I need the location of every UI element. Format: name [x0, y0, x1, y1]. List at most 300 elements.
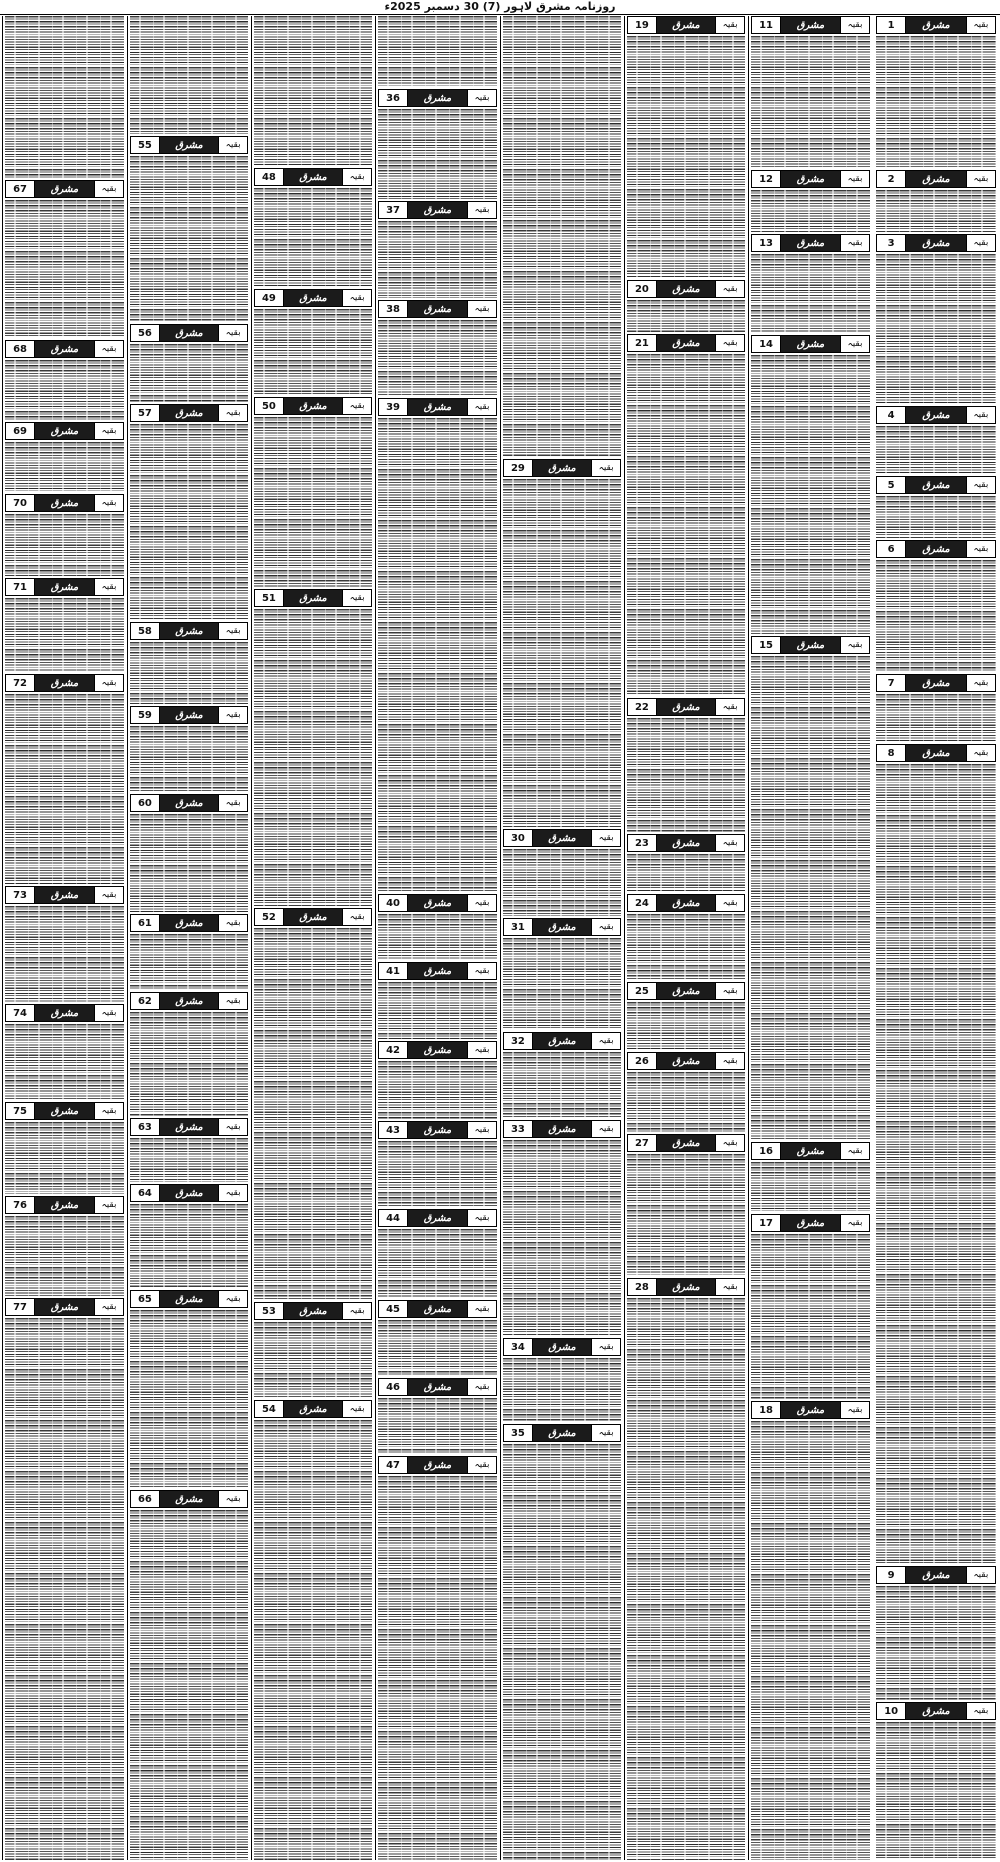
continuation-number: 52: [255, 909, 284, 925]
continuation-number: 63: [131, 1119, 160, 1135]
masthead-logo: مشرق: [408, 90, 467, 106]
continuation-number: 35: [504, 1425, 533, 1441]
continuation-box[interactable]: [378, 201, 497, 219]
article-text: [5, 1024, 124, 1100]
masthead-logo: مشرق: [35, 579, 94, 595]
masthead-logo: مشرق: [906, 17, 965, 33]
continuation-label: بقیہ: [467, 90, 496, 106]
article-text: [130, 344, 248, 402]
masthead-logo: مشرق: [35, 341, 94, 357]
masthead-logo: مشرق: [284, 1303, 342, 1319]
continuation-label: بقیہ: [467, 895, 496, 911]
continuation-box[interactable]: [378, 1456, 497, 1474]
text-column: [500, 16, 623, 1860]
text-column: [251, 16, 374, 1860]
continuation-label: بقیہ: [840, 637, 869, 653]
masthead-logo: مشرق: [781, 235, 840, 251]
continuation-label: بقیہ: [94, 1197, 123, 1213]
continuation-number: 32: [504, 1033, 533, 1049]
masthead-logo: مشرق: [781, 336, 840, 352]
continuation-box[interactable]: [5, 674, 124, 692]
masthead-logo: مشرق: [906, 235, 965, 251]
continuation-box[interactable]: [503, 1032, 621, 1050]
newspaper-page: [2, 16, 998, 1860]
article-text: [130, 1510, 248, 1860]
article-text: [876, 1586, 996, 1700]
masthead-logo: مشرق: [284, 909, 342, 925]
continuation-box[interactable]: [254, 908, 372, 926]
continuation-box[interactable]: [5, 422, 124, 440]
masthead-logo: مشرق: [284, 398, 342, 414]
masthead-logo: مشرق: [906, 745, 965, 761]
article-text: [130, 1138, 248, 1182]
masthead-logo: مشرق: [408, 895, 467, 911]
continuation-box[interactable]: [254, 289, 372, 307]
masthead-logo: مشرق: [408, 1122, 467, 1138]
continuation-box[interactable]: [503, 829, 621, 847]
continuation-label: بقیہ: [218, 1491, 247, 1507]
continuation-box[interactable]: [254, 1400, 372, 1418]
continuation-box[interactable]: [130, 136, 248, 154]
continuation-label: بقیہ: [715, 335, 744, 351]
continuation-box[interactable]: [5, 494, 124, 512]
continuation-box[interactable]: [378, 894, 497, 912]
continuation-label: بقیہ: [218, 137, 247, 153]
article-text: [130, 156, 248, 322]
continuation-box[interactable]: [876, 16, 996, 34]
continuation-number: 2: [877, 171, 906, 187]
continuation-number: 22: [628, 699, 657, 715]
continuation-number: 64: [131, 1185, 160, 1201]
article-text: [254, 928, 372, 1300]
article-text: [254, 417, 372, 587]
continuation-label: بقیہ: [591, 1339, 620, 1355]
continuation-box[interactable]: [5, 1102, 124, 1120]
masthead-logo: مشرق: [408, 1457, 467, 1473]
continuation-label: بقیہ: [94, 423, 123, 439]
continuation-number: 39: [379, 399, 408, 415]
article-text: [751, 190, 870, 232]
continuation-box[interactable]: [378, 1300, 497, 1318]
continuation-number: 40: [379, 895, 408, 911]
masthead-logo: مشرق: [781, 171, 840, 187]
continuation-number: 13: [752, 235, 781, 251]
continuation-box[interactable]: [130, 992, 248, 1010]
continuation-label: بقیہ: [966, 171, 995, 187]
continuation-box[interactable]: [254, 397, 372, 415]
masthead-logo: مشرق: [906, 541, 965, 557]
continuation-box[interactable]: [627, 1052, 745, 1070]
continuation-box[interactable]: [130, 1490, 248, 1508]
continuation-box[interactable]: [130, 622, 248, 640]
continuation-box[interactable]: [378, 1378, 497, 1396]
text-column: [127, 16, 250, 1860]
masthead-logo: مشرق: [160, 915, 218, 931]
continuation-number: 43: [379, 1122, 408, 1138]
article-text: [130, 1204, 248, 1288]
masthead-logo: مشرق: [284, 169, 342, 185]
masthead-logo: مشرق: [284, 1401, 342, 1417]
continuation-box[interactable]: [130, 1184, 248, 1202]
article-text: [627, 354, 745, 696]
continuation-number: 55: [131, 137, 160, 153]
continuation-number: 9: [877, 1567, 906, 1583]
masthead-logo: مشرق: [657, 335, 715, 351]
article-text: [751, 36, 870, 168]
continuation-box[interactable]: [5, 340, 124, 358]
continuation-number: 70: [6, 495, 35, 511]
continuation-label: بقیہ: [591, 1033, 620, 1049]
masthead-logo: مشرق: [35, 1299, 94, 1315]
masthead-logo: مشرق: [657, 699, 715, 715]
article-text: [378, 982, 497, 1039]
continuation-number: 7: [877, 675, 906, 691]
continuation-box[interactable]: [5, 578, 124, 596]
continuation-label: بقیہ: [966, 17, 995, 33]
continuation-box[interactable]: [254, 589, 372, 607]
article-text: [503, 1052, 621, 1118]
masthead-logo: مشرق: [781, 1402, 840, 1418]
masthead-logo: مشرق: [408, 1042, 467, 1058]
continuation-label: بقیہ: [966, 477, 995, 493]
continuation-number: 74: [6, 1005, 35, 1021]
continuation-box[interactable]: [503, 459, 621, 477]
article-text: [5, 200, 124, 338]
continuation-number: 60: [131, 795, 160, 811]
article-text: [130, 726, 248, 792]
continuation-number: 14: [752, 336, 781, 352]
continuation-box[interactable]: [876, 234, 996, 252]
article-text: [876, 426, 996, 474]
masthead-logo: مشرق: [657, 17, 715, 33]
continuation-number: 44: [379, 1210, 408, 1226]
article-text: [378, 109, 497, 199]
continuation-label: بقیہ: [218, 1291, 247, 1307]
continuation-number: 56: [131, 325, 160, 341]
article-text: [503, 938, 621, 1030]
continuation-number: 73: [6, 887, 35, 903]
continuation-box[interactable]: [5, 180, 124, 198]
continuation-label: بقیہ: [94, 181, 123, 197]
article-text: [503, 1358, 621, 1422]
continuation-box[interactable]: [627, 894, 745, 912]
continuation-box[interactable]: [627, 982, 745, 1000]
masthead-logo: مشرق: [657, 1135, 715, 1151]
continuation-label: بقیہ: [218, 325, 247, 341]
continuation-label: بقیہ: [467, 1042, 496, 1058]
continuation-label: بقیہ: [591, 460, 620, 476]
article-text: [876, 560, 996, 672]
continuation-box[interactable]: [876, 476, 996, 494]
continuation-number: 11: [752, 17, 781, 33]
article-text: [876, 496, 996, 538]
continuation-box[interactable]: [751, 170, 870, 188]
continuation-box[interactable]: [876, 1566, 996, 1584]
continuation-box[interactable]: [751, 1401, 870, 1419]
continuation-box[interactable]: [5, 1196, 124, 1214]
continuation-number: 25: [628, 983, 657, 999]
continuation-number: 53: [255, 1303, 284, 1319]
continuation-box[interactable]: [5, 1298, 124, 1316]
article-text: [130, 1012, 248, 1116]
continuation-box[interactable]: [627, 1134, 745, 1152]
masthead-logo: مشرق: [408, 202, 467, 218]
continuation-label: بقیہ: [966, 541, 995, 557]
continuation-number: 65: [131, 1291, 160, 1307]
continuation-label: بقیہ: [94, 887, 123, 903]
header-title: روزنامہ مشرق لاہور (7) 30 دسمبر 2025ء: [384, 0, 616, 13]
masthead-logo: مشرق: [533, 1121, 591, 1137]
text-column: [2, 16, 126, 1860]
continuation-box[interactable]: [503, 1338, 621, 1356]
continuation-box[interactable]: [876, 170, 996, 188]
article-text: [5, 598, 124, 672]
masthead-logo: مشرق: [160, 137, 218, 153]
article-text: [5, 442, 124, 492]
masthead-logo: مشرق: [657, 983, 715, 999]
continuation-box[interactable]: [378, 1121, 497, 1139]
continuation-number: 76: [6, 1197, 35, 1213]
continuation-box[interactable]: [378, 89, 497, 107]
continuation-box[interactable]: [751, 16, 870, 34]
continuation-box[interactable]: [130, 324, 248, 342]
continuation-box[interactable]: [627, 834, 745, 852]
continuation-label: بقیہ: [94, 495, 123, 511]
article-text: [130, 1310, 248, 1488]
article-text: [627, 854, 745, 892]
continuation-label: بقیہ: [342, 909, 371, 925]
continuation-box[interactable]: [751, 636, 870, 654]
masthead-logo: مشرق: [160, 1119, 218, 1135]
masthead-logo: مشرق: [160, 795, 218, 811]
continuation-label: بقیہ: [715, 1053, 744, 1069]
article-text: [751, 656, 870, 1140]
article-text: [751, 1162, 870, 1212]
continuation-label: بقیہ: [591, 919, 620, 935]
masthead-logo: مشرق: [35, 1103, 94, 1119]
continuation-label: بقیہ: [218, 623, 247, 639]
continuation-label: بقیہ: [715, 835, 744, 851]
continuation-number: 41: [379, 963, 408, 979]
continuation-box[interactable]: [130, 914, 248, 932]
continuation-number: 68: [6, 341, 35, 357]
continuation-label: بقیہ: [94, 1299, 123, 1315]
article-text: [503, 16, 621, 457]
article-text: [254, 1322, 372, 1398]
continuation-label: بقیہ: [715, 1279, 744, 1295]
continuation-box[interactable]: [378, 1041, 497, 1059]
continuation-label: بقیہ: [342, 1401, 371, 1417]
article-text: [378, 221, 497, 298]
masthead-logo: مشرق: [781, 637, 840, 653]
continuation-box[interactable]: [876, 744, 996, 762]
article-text: [627, 1002, 745, 1050]
continuation-number: 45: [379, 1301, 408, 1317]
continuation-label: بقیہ: [591, 1121, 620, 1137]
masthead-logo: مشرق: [657, 835, 715, 851]
continuation-label: بقیہ: [467, 963, 496, 979]
article-text: [130, 424, 248, 620]
continuation-label: بقیہ: [218, 1185, 247, 1201]
continuation-label: بقیہ: [840, 1402, 869, 1418]
article-text: [876, 764, 996, 1564]
continuation-label: بقیہ: [467, 1210, 496, 1226]
article-text: [254, 188, 372, 287]
continuation-box[interactable]: [876, 674, 996, 692]
continuation-box[interactable]: [627, 16, 745, 34]
continuation-box[interactable]: [503, 1120, 621, 1138]
continuation-box[interactable]: [130, 794, 248, 812]
continuation-box[interactable]: [5, 886, 124, 904]
masthead-logo: مشرق: [657, 1053, 715, 1069]
continuation-number: 69: [6, 423, 35, 439]
masthead-logo: مشرق: [906, 477, 965, 493]
continuation-label: بقیہ: [342, 590, 371, 606]
continuation-box[interactable]: [503, 1424, 621, 1442]
masthead-logo: مشرق: [533, 1033, 591, 1049]
article-text: [5, 1216, 124, 1296]
continuation-label: بقیہ: [966, 675, 995, 691]
article-text: [378, 320, 497, 396]
continuation-number: 34: [504, 1339, 533, 1355]
article-text: [5, 16, 124, 178]
masthead-logo: مشرق: [35, 181, 94, 197]
article-text: [130, 16, 248, 134]
continuation-box[interactable]: [876, 1702, 996, 1720]
continuation-box[interactable]: [130, 706, 248, 724]
continuation-number: 10: [877, 1703, 906, 1719]
continuation-number: 50: [255, 398, 284, 414]
continuation-number: 59: [131, 707, 160, 723]
text-column: [375, 16, 499, 1860]
masthead-logo: مشرق: [533, 830, 591, 846]
masthead-logo: مشرق: [35, 675, 94, 691]
article-text: [503, 1444, 621, 1860]
continuation-box[interactable]: [503, 918, 621, 936]
article-text: [503, 1140, 621, 1336]
masthead-logo: مشرق: [657, 1279, 715, 1295]
masthead-logo: مشرق: [408, 1379, 467, 1395]
article-text: [5, 694, 124, 884]
continuation-label: بقیہ: [467, 1301, 496, 1317]
continuation-box[interactable]: [5, 1004, 124, 1022]
continuation-number: 26: [628, 1053, 657, 1069]
masthead-logo: مشرق: [657, 895, 715, 911]
continuation-box[interactable]: [378, 398, 497, 416]
continuation-box[interactable]: [254, 1302, 372, 1320]
masthead-logo: مشرق: [35, 495, 94, 511]
continuation-box[interactable]: [751, 1142, 870, 1160]
continuation-label: بقیہ: [218, 707, 247, 723]
continuation-label: بقیہ: [715, 699, 744, 715]
masthead-logo: مشرق: [533, 919, 591, 935]
masthead-logo: مشرق: [160, 993, 218, 1009]
article-text: [751, 355, 870, 634]
continuation-box[interactable]: [130, 404, 248, 422]
continuation-number: 19: [628, 17, 657, 33]
continuation-box[interactable]: [378, 962, 497, 980]
masthead-logo: مشرق: [160, 623, 218, 639]
article-text: [378, 914, 497, 960]
article-text: [378, 1398, 497, 1454]
masthead-logo: مشرق: [906, 1703, 965, 1719]
article-text: [130, 814, 248, 912]
continuation-number: 58: [131, 623, 160, 639]
continuation-number: 67: [6, 181, 35, 197]
continuation-number: 33: [504, 1121, 533, 1137]
continuation-box[interactable]: [254, 168, 372, 186]
continuation-box[interactable]: [627, 280, 745, 298]
article-text: [751, 1234, 870, 1399]
continuation-label: بقیہ: [342, 398, 371, 414]
continuation-number: 62: [131, 993, 160, 1009]
continuation-number: 48: [255, 169, 284, 185]
continuation-label: بقیہ: [94, 341, 123, 357]
article-text: [503, 849, 621, 916]
continuation-number: 36: [379, 90, 408, 106]
continuation-number: 66: [131, 1491, 160, 1507]
continuation-number: 4: [877, 407, 906, 423]
article-text: [254, 1420, 372, 1860]
continuation-label: بقیہ: [342, 1303, 371, 1319]
article-text: [5, 360, 124, 420]
article-text: [5, 514, 124, 576]
continuation-label: بقیہ: [966, 407, 995, 423]
continuation-label: بقیہ: [966, 1703, 995, 1719]
continuation-number: 42: [379, 1042, 408, 1058]
continuation-box[interactable]: [876, 540, 996, 558]
continuation-box[interactable]: [627, 698, 745, 716]
text-column: [874, 16, 998, 1860]
continuation-box[interactable]: [876, 406, 996, 424]
continuation-number: 29: [504, 460, 533, 476]
continuation-label: بقیہ: [218, 915, 247, 931]
continuation-number: 61: [131, 915, 160, 931]
article-text: [378, 1476, 497, 1860]
continuation-box[interactable]: [627, 334, 745, 352]
article-text: [378, 418, 497, 892]
masthead-logo: مشرق: [781, 1215, 840, 1231]
text-column: [624, 16, 747, 1860]
article-text: [378, 1229, 497, 1298]
continuation-number: 27: [628, 1135, 657, 1151]
continuation-label: بقیہ: [591, 1425, 620, 1441]
masthead-logo: مشرق: [906, 407, 965, 423]
article-text: [130, 934, 248, 990]
continuation-label: بقیہ: [467, 202, 496, 218]
continuation-box[interactable]: [378, 1209, 497, 1227]
continuation-box[interactable]: [751, 335, 870, 353]
masthead-logo: مشرق: [160, 1185, 218, 1201]
page-header: [0, 0, 1000, 15]
continuation-label: بقیہ: [966, 1567, 995, 1583]
continuation-box[interactable]: [751, 1214, 870, 1232]
article-text: [5, 906, 124, 1002]
continuation-box[interactable]: [378, 300, 497, 318]
continuation-box[interactable]: [627, 1278, 745, 1296]
continuation-box[interactable]: [130, 1118, 248, 1136]
continuation-label: بقیہ: [218, 795, 247, 811]
article-text: [130, 642, 248, 704]
continuation-box[interactable]: [130, 1290, 248, 1308]
article-text: [627, 1298, 745, 1860]
continuation-label: بقیہ: [715, 983, 744, 999]
article-text: [751, 254, 870, 333]
continuation-box[interactable]: [751, 234, 870, 252]
article-text: [627, 1154, 745, 1276]
continuation-label: بقیہ: [342, 290, 371, 306]
masthead-logo: مشرق: [408, 1210, 467, 1226]
